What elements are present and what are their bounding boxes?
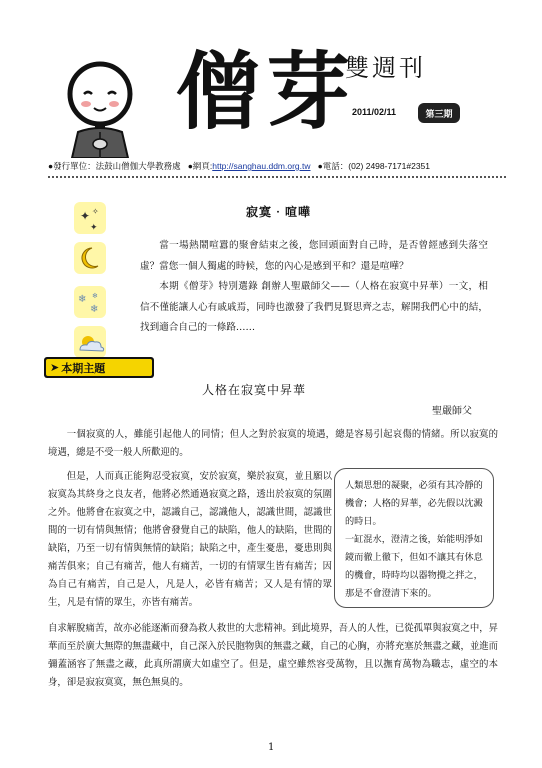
- issue-date: 2011/02/11: [352, 107, 397, 117]
- quote-paragraph: 人類思想的凝聚，必須有其冷靜的機會；人格的昇華，必先假以沈澱的時日。: [345, 480, 483, 527]
- section-badge-label: 本期主題: [61, 361, 106, 375]
- stars-icon: [72, 200, 108, 236]
- svg-text:❄: ❄: [78, 294, 87, 305]
- website-link[interactable]: http://sanghau.ddm.org.tw: [212, 161, 311, 171]
- svg-text:✧: ✧: [92, 207, 99, 216]
- cloud-icon: [72, 324, 108, 360]
- website-label: ●網頁:: [187, 161, 213, 171]
- page-number: 1: [268, 742, 275, 753]
- info-bar: [48, 160, 430, 172]
- publisher-text: ●發行單位：法鼓山僧伽大學教務處: [48, 161, 181, 171]
- moon-icon: [72, 240, 108, 276]
- quote-paragraph: 一缸混水，澄清之後，始能明淨如鏡而徹上徹下，但如不讓其有休息的機會，時時均以器物攪之拌之，那是不會澄清下來的。: [345, 534, 483, 599]
- intro-text: [140, 236, 488, 339]
- article-paragraph-2: [48, 468, 332, 612]
- snowflake-icon: [72, 284, 108, 320]
- article-paragraph-1: [48, 426, 498, 462]
- magazine-subtitle: 雙週刊: [345, 54, 426, 82]
- issue-badge: 第三期: [418, 103, 460, 123]
- paragraph-text: 自求解脫痛苦，故亦必能逐漸而發為救人救世的大悲精神。到此境界，吾人的人性，已從孤單與寂寞之中，昇華而至於廣大無際的無盡藏中，自己深入於民胞物與的無盡之藏，自己的心胸，亦將充塞於無盡之藏，並進而彌蓋涵容了無盡之藏，此真所謂廣大如虛空了。但是，虛空雖然容受萬物，且以撫育萬物為職志，虛空的本身，卻是寂寂寞寞，無色無臭的。: [48, 623, 499, 688]
- section-badge: [46, 359, 152, 376]
- paragraph-text: 但是，人而真正能夠忍受寂寞，安於寂寞，樂於寂寞，並且願以寂寞為其終身之良友者，他將必然通過寂寞之路，透出於寂寞的氛圍之外。他將會在寂寞之中，認識自己，認識他人，認識世間，認識世間的一切有情與無情；他將會發覺自己的缺陷，他人的缺陷，世間的缺陷，乃至一切有情與無情的缺陷；缺陷之中，產生憂患，憂患則與痛苦俱來；自己有痛苦，他人有痛苦，一切的有情眾生皆有痛苦；因為自己有痛苦，自己是人，凡是人，必皆有痛苦；又人是有情的眾生，凡是有情的眾生，亦皆有痛苦。: [48, 471, 332, 608]
- intro-paragraph: 本期《僧芽》特別選錄 創辦人聖嚴師父——（人格在寂寞中昇華）一文，相信不僅能讓人心有戚戚焉，同時也激發了我們見賢思齊之志，解開我們心中的結，找到適合自己的一條路……: [140, 281, 488, 333]
- article-author: 聖嚴師父: [432, 406, 472, 417]
- intro-paragraph: 當一場熱鬧喧囂的聚會結束之後，您回頭面對自己時，是否曾經感到失落空虛？當您一個人獨處的時候，您的內心是感到平和？還是喧嘩？: [140, 240, 488, 272]
- phone-text: ●電話：(02) 2498-7171#2351: [317, 161, 431, 171]
- paragraph-text: 一個寂寞的人，雖能引起他人的同情；但人之對於寂寞的境遇，總是容易引起哀傷的情緒。所以寂寞的境遇，總是不受一般人所歡迎的。: [48, 429, 498, 458]
- monk-logo-icon: [58, 58, 142, 158]
- divider: [48, 176, 506, 178]
- intro-section-title: 寂寞‧喧嘩: [246, 205, 312, 219]
- svg-text:❄: ❄: [92, 292, 98, 300]
- svg-text:❄: ❄: [90, 304, 99, 315]
- svg-text:✦: ✦: [90, 223, 98, 233]
- magazine-title: 僧芽: [176, 43, 357, 141]
- svg-text:✦: ✦: [80, 209, 91, 223]
- article-title: 人格在寂寞中昇華: [202, 383, 307, 397]
- arrow-icon: ➤: [50, 361, 60, 374]
- quote-box: [334, 468, 494, 608]
- article-paragraph-3: [48, 620, 498, 692]
